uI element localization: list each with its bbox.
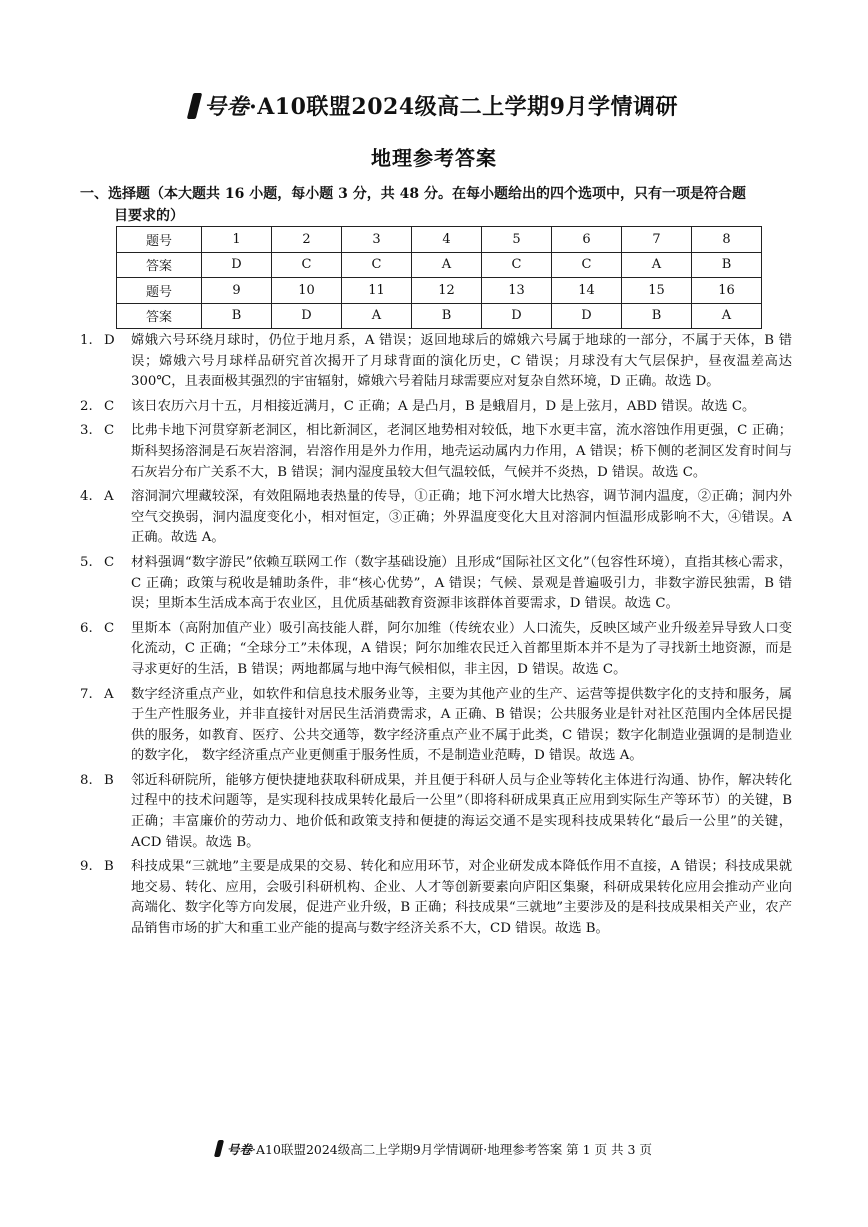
explanation-item (80, 771, 792, 853)
explanation-item (80, 397, 792, 418)
table-cell: A (342, 303, 412, 329)
table-cell: 7 (622, 227, 692, 253)
item-number: 5. (80, 554, 93, 570)
table-row-label: 题号 (117, 227, 202, 253)
item-number: 1. (80, 333, 93, 348)
footer-brand: 号卷 (227, 1142, 253, 1157)
table-cell: A (692, 303, 762, 329)
item-explanation: 邻近科研院所，能够方便快捷地获取科研成果，并且便于科研人员与企业等转化主体进行沟通、协作，解决转化过程中的技术问题等，是实现科技成果转化最后一公里”（即将科研成果真正应用到实际生产等环节）的关键，B 正确；丰富廉价的劳动力、地价低和政策支持和便捷的海运交通不是实现科技成果转化“最后一公里”的关键，ACD 错误。故选 B。 (131, 772, 792, 850)
brand-logo-icon (187, 93, 202, 119)
explanation-list (80, 331, 792, 944)
table-number-row (117, 227, 762, 253)
table-number-row (117, 278, 762, 304)
document-subtitle: 地理参考答案 (371, 146, 497, 170)
table-cell: D (552, 303, 622, 329)
item-answer: D (104, 333, 115, 348)
section-heading-line2: 目要求的） (114, 208, 184, 224)
explanation-item (80, 331, 792, 393)
table-cell: C (342, 252, 412, 278)
table-cell: 9 (202, 278, 272, 304)
item-number: 3. (80, 423, 93, 439)
table-cell: D (202, 252, 272, 278)
item-answer: C (104, 554, 115, 570)
table-answer-row (117, 252, 762, 278)
explanation-item (80, 553, 792, 615)
table-cell: B (622, 303, 692, 329)
item-explanation: 里斯本（高附加值产业）吸引高技能人群，阿尔加维（传统农业）人口流失，反映区域产业升级差异导致人口变化流动，C 正确；“全球分工”未体现，A 错误；阿尔加维农民迁入首都里斯本并不是为了寻找新土地资源，而是寻求更好的生活，B 错误；两地都属与地中海气候相似，非主因，D 错误。故选 C。 (131, 620, 792, 677)
table-cell: D (272, 303, 342, 329)
item-answer: C (104, 620, 115, 636)
table-cell: B (412, 303, 482, 329)
table-cell: 4 (412, 227, 482, 253)
item-number: 2. (80, 398, 93, 414)
table-cell: B (202, 303, 272, 329)
table-cell: 14 (552, 278, 622, 304)
table-row-label: 答案 (117, 252, 202, 278)
page-footer (0, 1140, 868, 1158)
answer-table (116, 226, 762, 329)
section-heading (80, 183, 792, 227)
table-cell: D (482, 303, 552, 329)
item-answer: B (104, 859, 114, 875)
item-answer: A (104, 489, 114, 505)
table-cell: C (552, 252, 622, 278)
item-explanation: 比弗卡地下河贯穿新老洞区，相比新洞区，老洞区地势相对较低，地下水更丰富，流水溶蚀作用更强，C 正确；斯科契扬溶洞是石灰岩溶洞，岩溶作用是外力作用，地壳运动属内力作用，A 错误；桥下侧的老洞区发育时间与石灰岩分布广关系不大，B 错误；洞内湿度虽较大但气温较低，气候并不炎热，D 错误。故选 C。 (131, 423, 792, 480)
table-cell: 10 (272, 278, 342, 304)
table-cell: C (272, 252, 342, 278)
explanation-item (80, 685, 792, 767)
table-cell: B (692, 252, 762, 278)
item-answer: B (104, 772, 114, 788)
item-explanation: 溶洞洞穴埋藏较深，有效阻隔地表热量的传导，①正确；地下河水增大比热容，调节洞内温度，②正确；洞内外空气交换弱，洞内温度变化小，相对恒定，③正确；外界温度变化大且对溶洞内恒温形成影响不大，④错误。A 正确。故选 A。 (131, 489, 792, 546)
table-cell: 1 (202, 227, 272, 253)
table-cell: 3 (342, 227, 412, 253)
table-cell: 15 (622, 278, 692, 304)
table-cell: 16 (692, 278, 762, 304)
item-number: 4. (80, 489, 93, 505)
table-cell: A (622, 252, 692, 278)
table-row-label: 答案 (117, 303, 202, 329)
item-explanation: 嫦娥六号环绕月球时，仍位于地月系，A 错误；返回地球后的嫦娥六号属于地球的一部分，不属于天体，B 错误；嫦娥六号月球样品研究首次揭开了月球背面的演化历史，C 错误；月球没有大气层保护，昼夜温差高达 300℃，且表面极其强烈的宇宙辐射，嫦娥六号着陆月球需要应对复杂自然环境，D 正确。故选 D。 (131, 333, 792, 390)
table-cell: A (412, 252, 482, 278)
explanation-item (80, 487, 792, 549)
table-cell: 2 (272, 227, 342, 253)
table-cell: 5 (482, 227, 552, 253)
table-row-label: 题号 (117, 278, 202, 304)
table-cell: 6 (552, 227, 622, 253)
item-answer: A (104, 686, 114, 702)
footer-logo-icon (214, 1140, 224, 1157)
item-number: 7. (80, 686, 93, 702)
footer-text: ·A10联盟2024级高二上学期9月学情调研·地理参考答案 第 1 页 共 3 页 (252, 1142, 652, 1157)
table-cell: C (482, 252, 552, 278)
table-answer-row (117, 303, 762, 329)
item-answer: C (104, 398, 115, 414)
item-number: 6. (80, 620, 93, 636)
item-explanation: 该日农历六月十五，月相接近满月，C 正确；A 是凸月，B 是蛾眉月，D 是上弦月，ABD 错误。故选 C。 (131, 398, 756, 414)
item-explanation: 科技成果“三就地”主要是成果的交易、转化和应用环节，对企业研发成本降低作用不直接，A 错误；科技成果就地交易、转化、应用，会吸引科研机构、企业、人才等创新要素向庐阳区集聚，科研成果转化应用会推动产业向高端化、数字化等方向发展，促进产业升级，B 正确；科技成果“三就地”主要涉及的是科技成果相关产业，农产品销售市场的扩大和重工业产能的提高与数字经济关系不大，CD 错误。故选 B。 (131, 859, 792, 937)
section-heading-line1: 一、选择题（本大题共 16 小题，每小题 3 分，共 48 分。在每小题给出的四个选项中，只有一项是符合题 (80, 186, 746, 202)
exam-title: ·A10联盟2024级高二上学期9月学情调研 (249, 94, 678, 120)
item-answer: C (104, 423, 115, 439)
explanation-item (80, 619, 792, 681)
table-cell: 8 (692, 227, 762, 253)
item-number: 9. (80, 859, 93, 875)
table-cell: 13 (482, 278, 552, 304)
table-cell: 11 (342, 278, 412, 304)
page-title (0, 90, 868, 121)
brand-name: 号卷 (204, 94, 250, 120)
item-explanation: 材料强调“数字游民”依赖互联网工作（数字基础设施）且形成“国际社区文化”（包容性环境），直指其核心需求，C 正确；政策与税收是辅助条件，非“核心优势”，A 错误；气候、景观是普遍吸引力，非数字游民独需，B 错误；里斯本生活成本高于农业区，且优质基础教育资源非该群体首要需求，D 错误。故选 C。 (131, 554, 792, 612)
item-number: 8. (80, 772, 93, 788)
item-explanation: 数字经济重点产业，如软件和信息技术服务业等，主要为其他产业的生产、运营等提供数字化的支持和服务，属于生产性服务业，并非直接针对居民生活消费需求，A 正确、B 错误；公共服务业是针对社区范围内全体居民提供的服务，如教育、医疗、公共交通等，数字经济重点产业不属于此类，C 错误；数字化制造业强调的是制造业的数字化， 数字经济重点产业更侧重于服务性质，不是制造业范畴，D 错误。故选 A。 (131, 686, 792, 764)
explanation-item (80, 421, 792, 483)
explanation-item (80, 857, 792, 939)
table-cell: 12 (412, 278, 482, 304)
